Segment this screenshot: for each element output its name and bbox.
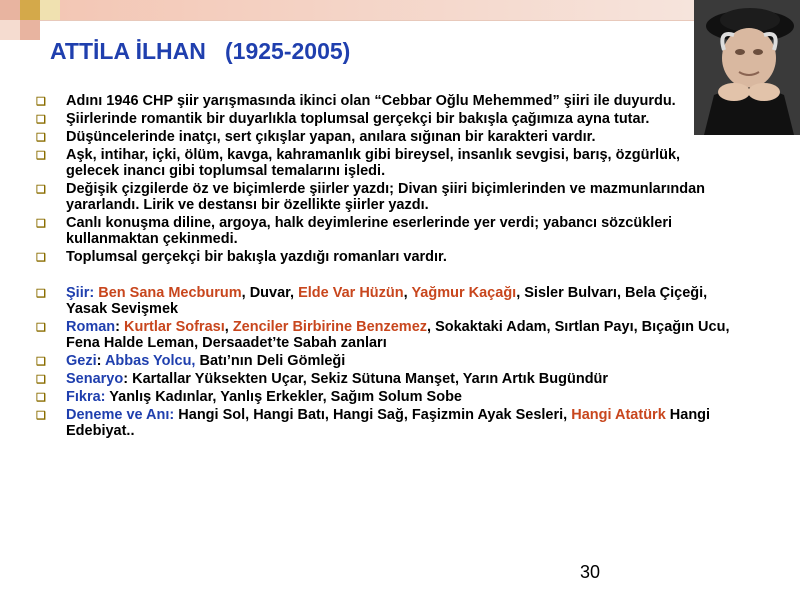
bullet-icon: ❑ [36, 218, 46, 230]
bullet-item: ❑ Değişik çizgilerde öz ve biçimlerde şiirler yazdı; Divan şiiri biçimlerinden ve mazmunlarından yararlandı. Lirik ve destansı bir özellikte şiirler yazdı. [36, 181, 706, 213]
bullet-icon: ❑ [36, 150, 46, 162]
highlight-work: Kurtlar Sofrası [124, 319, 225, 335]
bullet-icon: ❑ [36, 114, 46, 126]
bullet-list [36, 93, 736, 441]
highlight-work: Ben Sana Mecburum [98, 285, 242, 301]
bullet-item: ❑ Canlı konuşma diline, argoya, halk deyimlerine eserlerinde yer verdi; yabancı sözcükleri kullanmaktan çekinmedi. [36, 215, 673, 247]
works-screenplay: ❑ Senaryo: Kartallar Yüksekten Uçar, Sekiz Sütuna Manşet, Yarın Artık Bugündür [36, 371, 609, 387]
bullet-icon: ❑ [36, 96, 46, 108]
works-travel: ❑ Gezi: Abbas Yolcu, Batı’nın Deli Gömleği [36, 353, 346, 369]
bullet-item: ❑ Adını 1946 CHP şiir yarışmasında ikinci olan “Cebbar Oğlu Mehemmed” şiiri ile duyurdu. [36, 93, 676, 109]
header-decoration [0, 0, 800, 40]
slide-title: ATTİLA İLHAN (1925-2005) [50, 38, 351, 64]
highlight-work: Zenciler Birbirine Benzemez [232, 319, 428, 335]
highlight-work: Abbas Yolcu, [104, 353, 196, 369]
bullet-item: ❑ Toplumsal gerçekçi bir bakışla yazdığı romanları vardır. [36, 249, 447, 265]
works-novel: ❑ Roman: Kurtlar Sofrası, Zenciler Birbirine Benzemez, Sokaktaki Adam, Sırtlan Payı, Bıçağın Ucu, Fena Halde Leman, Dersaadet’te Sabah zanları [36, 319, 730, 351]
category-label: Fıkra: [66, 389, 106, 405]
bullet-item: ❑ Aşk, intihar, içki, ölüm, kavga, kahramanlık gibi bireysel, insanlık sevgisi, barış, özgürlük, gelecek inancı gibi toplumsal temalarını işledi. [36, 147, 681, 179]
bullet-icon: ❑ [36, 410, 46, 422]
highlight-work: Yağmur Kaçağı [411, 285, 517, 301]
highlight-work: Hangi Atatürk [571, 407, 666, 423]
page-number: 30 [580, 562, 601, 582]
bullet-icon: ❑ [36, 184, 46, 196]
bullet-item: ❑ Şiirlerinde romantik bir duyarlıkla toplumsal gerçekçi bir bakışla çağımıza ayna tutar. [36, 111, 650, 127]
bullet-icon: ❑ [36, 288, 46, 300]
bullet-icon: ❑ [36, 132, 46, 144]
highlight-work: Elde Var Hüzün [298, 285, 404, 301]
bullet-item: ❑ Düşüncelerinde inatçı, sert çıkışlar yapan, anılara sığınan bir karakteri vardır. [36, 129, 596, 145]
works-poetry: ❑ Şiir: Ben Sana Mecburum, Duvar, Elde Var Hüzün, Yağmur Kaçağı, Sisler Bulvarı, Bela Çiçeği, Yasak Sevişmek [36, 285, 708, 317]
bullet-icon: ❑ [36, 392, 46, 404]
bullet-icon: ❑ [36, 322, 46, 334]
category-label: Gezi [66, 353, 97, 369]
works-essay: ❑ Deneme ve Anı: Hangi Sol, Hangi Batı, Hangi Sağ, Faşizmin Ayak Sesleri, Hangi Atatürk Hangi Edebiyat.. [36, 407, 711, 439]
category-label: Deneme ve Anı: [66, 407, 175, 423]
bullet-icon: ❑ [36, 356, 46, 368]
bullet-icon: ❑ [36, 374, 46, 386]
category-label: Roman [66, 319, 116, 335]
category-label: Senaryo [66, 371, 124, 387]
bullet-icon: ❑ [36, 252, 46, 264]
category-label: Şiir: [66, 285, 95, 301]
works-anecdote: ❑ Fıkra: Yanlış Kadınlar, Yanlış Erkekler, Sağım Solum Sobe [36, 389, 462, 405]
